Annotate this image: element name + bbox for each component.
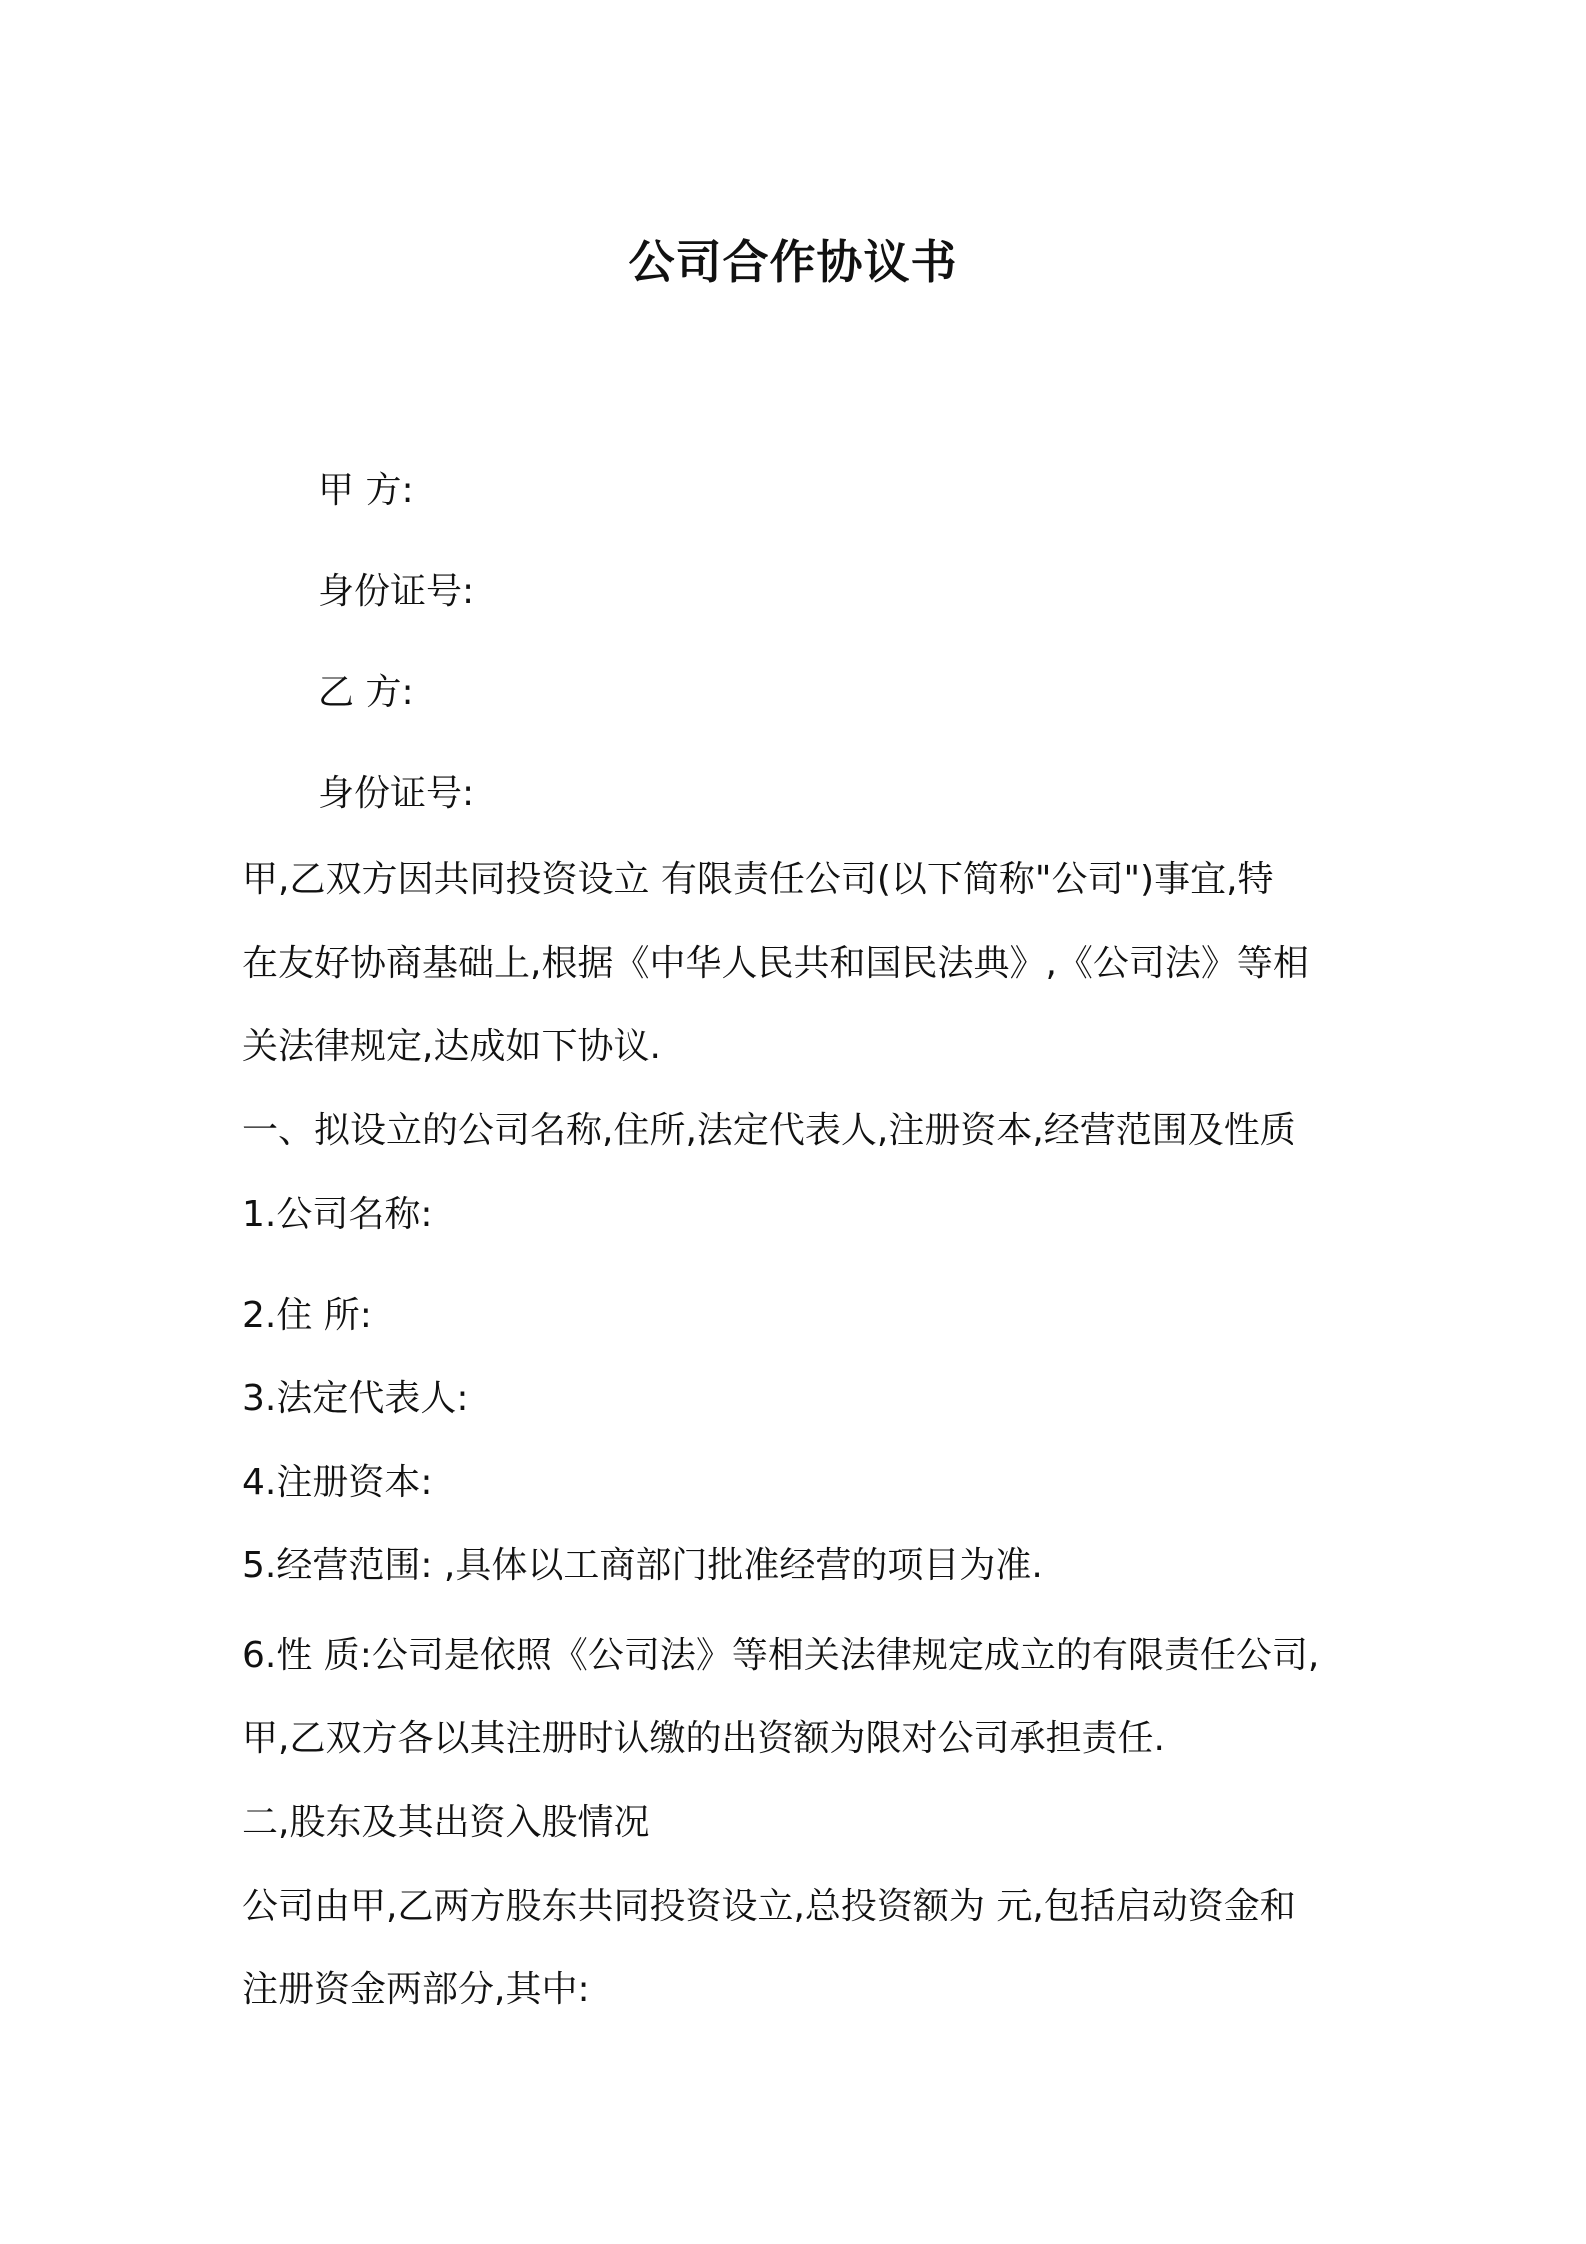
party-b-id-label: 身份证号:: [318, 773, 475, 814]
section-2-heading: 二,股东及其出资入股情况: [242, 1802, 650, 1843]
section-1-item-legal-rep: 3.法定代表人:: [242, 1378, 469, 1419]
section-1-item-address: 2.住 所:: [242, 1295, 372, 1336]
section-1-item-nature: 6.性 质:公司是依照《公司法》等相关法律规定成立的有限责任公司,: [242, 1635, 1320, 1676]
party-b-label: 乙 方:: [318, 672, 414, 713]
intro-line-2: 在友好协商基础上,根据《中华人民共和国民法典》,《公司法》等相: [242, 943, 1309, 984]
section-1-item-company-name: 1.公司名称:: [242, 1194, 433, 1235]
section-1-item-business-scope: 5.经营范围: ,具体以工商部门批准经营的项目为准.: [242, 1545, 1043, 1586]
section-2-body-line-2: 注册资金两部分,其中:: [242, 1969, 590, 2010]
party-a-id-label: 身份证号:: [318, 571, 475, 612]
section-2-body-line-1: 公司由甲,乙两方股东共同投资设立,总投资额为 元,包括启动资金和: [242, 1886, 1296, 1927]
section-1-heading: 一、拟设立的公司名称,住所,法定代表人,注册资本,经营范围及性质: [242, 1110, 1296, 1151]
intro-line-1: 甲,乙双方因共同投资设立 有限责任公司(以下简称"公司")事宜,特: [242, 859, 1274, 900]
document-title: 公司合作协议书: [628, 235, 958, 289]
party-a-label: 甲 方:: [318, 470, 414, 511]
section-1-item-registered-capital: 4.注册资本:: [242, 1462, 433, 1503]
section-1-item-nature-cont: 甲,乙双方各以其注册时认缴的出资额为限对公司承担责任.: [242, 1718, 1165, 1759]
intro-line-3: 关法律规定,达成如下协议.: [242, 1026, 661, 1067]
